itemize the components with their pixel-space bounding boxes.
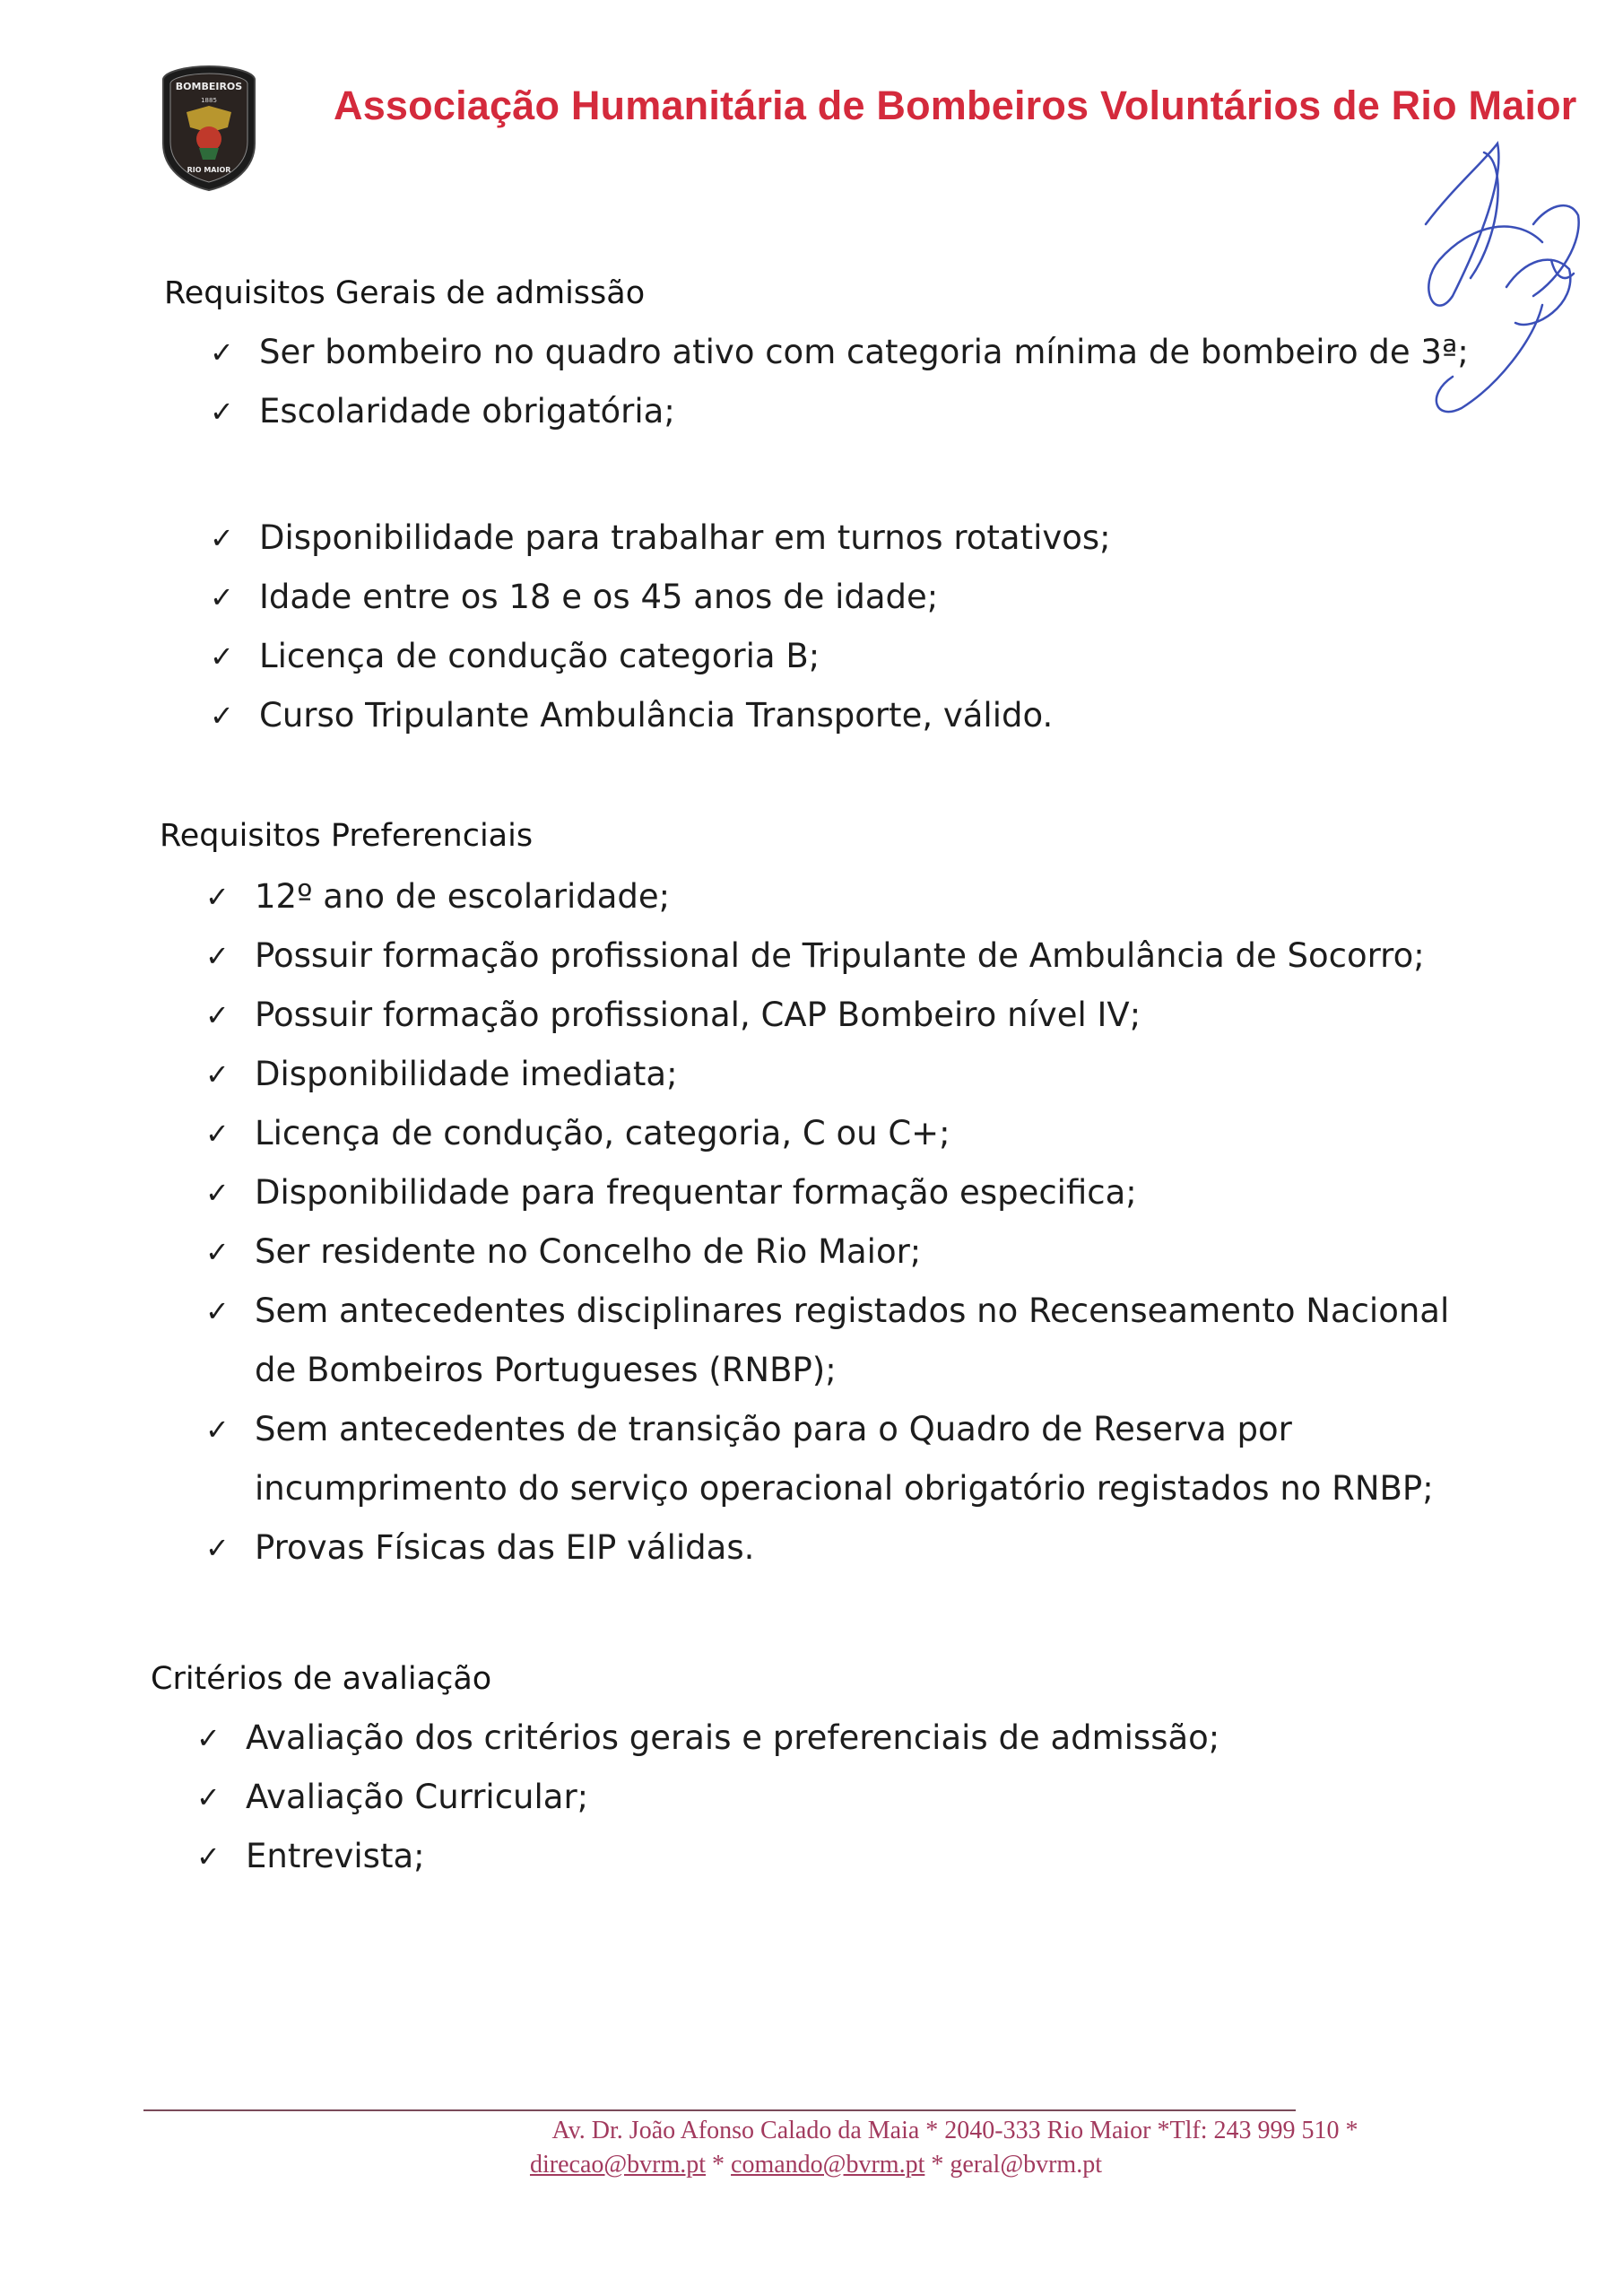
section-title-general-requirements: Requisitos Gerais de admissão xyxy=(164,275,646,311)
list-item xyxy=(205,986,1501,1045)
list-item-text: Disponibilidade para trabalhar em turnos rotativos; xyxy=(259,518,1111,557)
list-item xyxy=(196,1709,1220,1768)
check-icon: ✓ xyxy=(205,1294,230,1328)
list-item-text: Ser residente no Concelho de Rio Maior; xyxy=(255,1232,922,1271)
section-title-preferential-requirements: Requisitos Preferenciais xyxy=(160,818,534,854)
check-icon: ✓ xyxy=(196,1839,221,1874)
list-item-text: Avaliação dos critérios gerais e preferenciais de admissão; xyxy=(246,1718,1220,1757)
list-item xyxy=(210,627,1111,686)
footer xyxy=(0,2114,1623,2182)
check-icon: ✓ xyxy=(210,521,234,555)
list-item-text: Avaliação Curricular; xyxy=(246,1778,589,1816)
footer-address: Av. Dr. João Afonso Calado da Maia * 2040-333 Rio Maior *Tlf: 243 999 510 * xyxy=(551,2117,1358,2144)
check-icon: ✓ xyxy=(196,1780,221,1814)
list-item-text: Entrevista; xyxy=(246,1837,425,1875)
list-item xyxy=(210,568,1111,627)
check-icon: ✓ xyxy=(205,1413,230,1447)
list-item xyxy=(205,1222,1501,1282)
list-item-text: Sem antecedentes disciplinares registados no Recenseamento Nacional de Bombeiros Portugueses (RNBP); xyxy=(255,1292,1450,1389)
email-direcao-link[interactable]: direcao@bvrm.pt xyxy=(529,2151,707,2179)
list-item-text: Escolaridade obrigatória; xyxy=(259,392,675,430)
footer-divider xyxy=(143,2109,1296,2111)
check-icon: ✓ xyxy=(205,880,230,914)
logo-text-bottom: RIO MAIOR xyxy=(187,166,231,174)
list-item-text: Ser bombeiro no quadro ativo com categoria mínima de bombeiro de 3ª; xyxy=(259,333,1469,371)
email-comando-link[interactable]: comando@bvrm.pt xyxy=(731,2151,925,2179)
check-icon: ✓ xyxy=(210,395,234,429)
list-item-text: 12º ano de escolaridade; xyxy=(255,877,671,916)
check-icon: ✓ xyxy=(205,1117,230,1151)
list-item xyxy=(205,1104,1501,1163)
list-item-text: Idade entre os 18 e os 45 anos de idade; xyxy=(259,578,939,616)
check-icon: ✓ xyxy=(196,1721,221,1755)
footer-emails xyxy=(0,2148,1623,2182)
list-item xyxy=(210,323,1469,382)
preferential-requirements-list xyxy=(205,867,1501,1578)
footer-separator: * xyxy=(924,2151,950,2179)
organization-name: Associação Humanitária de Bombeiros Voluntários de Rio Maior xyxy=(334,83,1577,128)
email-geral: geral@bvrm.pt xyxy=(950,2151,1102,2179)
check-icon: ✓ xyxy=(205,1531,230,1565)
list-item xyxy=(205,1518,1501,1578)
check-icon: ✓ xyxy=(205,1235,230,1269)
check-icon: ✓ xyxy=(210,335,234,370)
list-item-text: Provas Físicas das EIP válidas. xyxy=(255,1528,755,1567)
list-item xyxy=(205,1400,1501,1518)
list-item-text: Licença de condução categoria B; xyxy=(259,637,820,675)
list-item xyxy=(196,1768,1219,1827)
check-icon: ✓ xyxy=(210,639,234,674)
logo-text-top: BOMBEIROS xyxy=(175,81,243,92)
list-item xyxy=(205,1163,1501,1222)
list-item xyxy=(205,867,1501,926)
check-icon: ✓ xyxy=(210,699,234,733)
check-icon: ✓ xyxy=(205,1057,230,1091)
list-item xyxy=(210,509,1111,568)
list-item xyxy=(210,686,1111,745)
check-icon: ✓ xyxy=(210,580,234,614)
section-title-evaluation-criteria: Critérios de avaliação xyxy=(151,1661,492,1697)
bombeiros-shield-logo-icon xyxy=(160,63,258,193)
list-item-text: Possuir formação profissional de Tripulante de Ambulância de Socorro; xyxy=(255,936,1425,975)
list-item-text: Sem antecedentes de transição para o Quadro de Reserva por incumprimento do serviço operacional obrigatório registados no RNBP; xyxy=(255,1410,1434,1508)
list-item-text: Disponibilidade imediata; xyxy=(255,1055,678,1093)
list-item xyxy=(210,382,1469,441)
list-item xyxy=(205,1282,1501,1400)
footer-separator: * xyxy=(706,2151,732,2179)
list-item-text: Licença de condução, categoria, C ou C+; xyxy=(255,1114,950,1152)
check-icon: ✓ xyxy=(205,998,230,1032)
list-item-text: Disponibilidade para frequentar formação especifica; xyxy=(255,1173,1137,1212)
list-item xyxy=(205,1045,1501,1104)
evaluation-criteria-list xyxy=(196,1709,1220,1886)
general-requirements-list-b xyxy=(210,509,1111,745)
list-item xyxy=(196,1827,1219,1886)
logo-text-year: 1885 xyxy=(201,97,217,104)
list-item-text: Curso Tripulante Ambulância Transporte, válido. xyxy=(259,696,1054,735)
check-icon: ✓ xyxy=(205,1176,230,1210)
general-requirements-list-a xyxy=(210,323,1469,441)
list-item xyxy=(205,926,1501,986)
check-icon: ✓ xyxy=(205,939,230,973)
list-item-text: Possuir formação profissional, CAP Bombeiro nível IV; xyxy=(255,996,1141,1034)
